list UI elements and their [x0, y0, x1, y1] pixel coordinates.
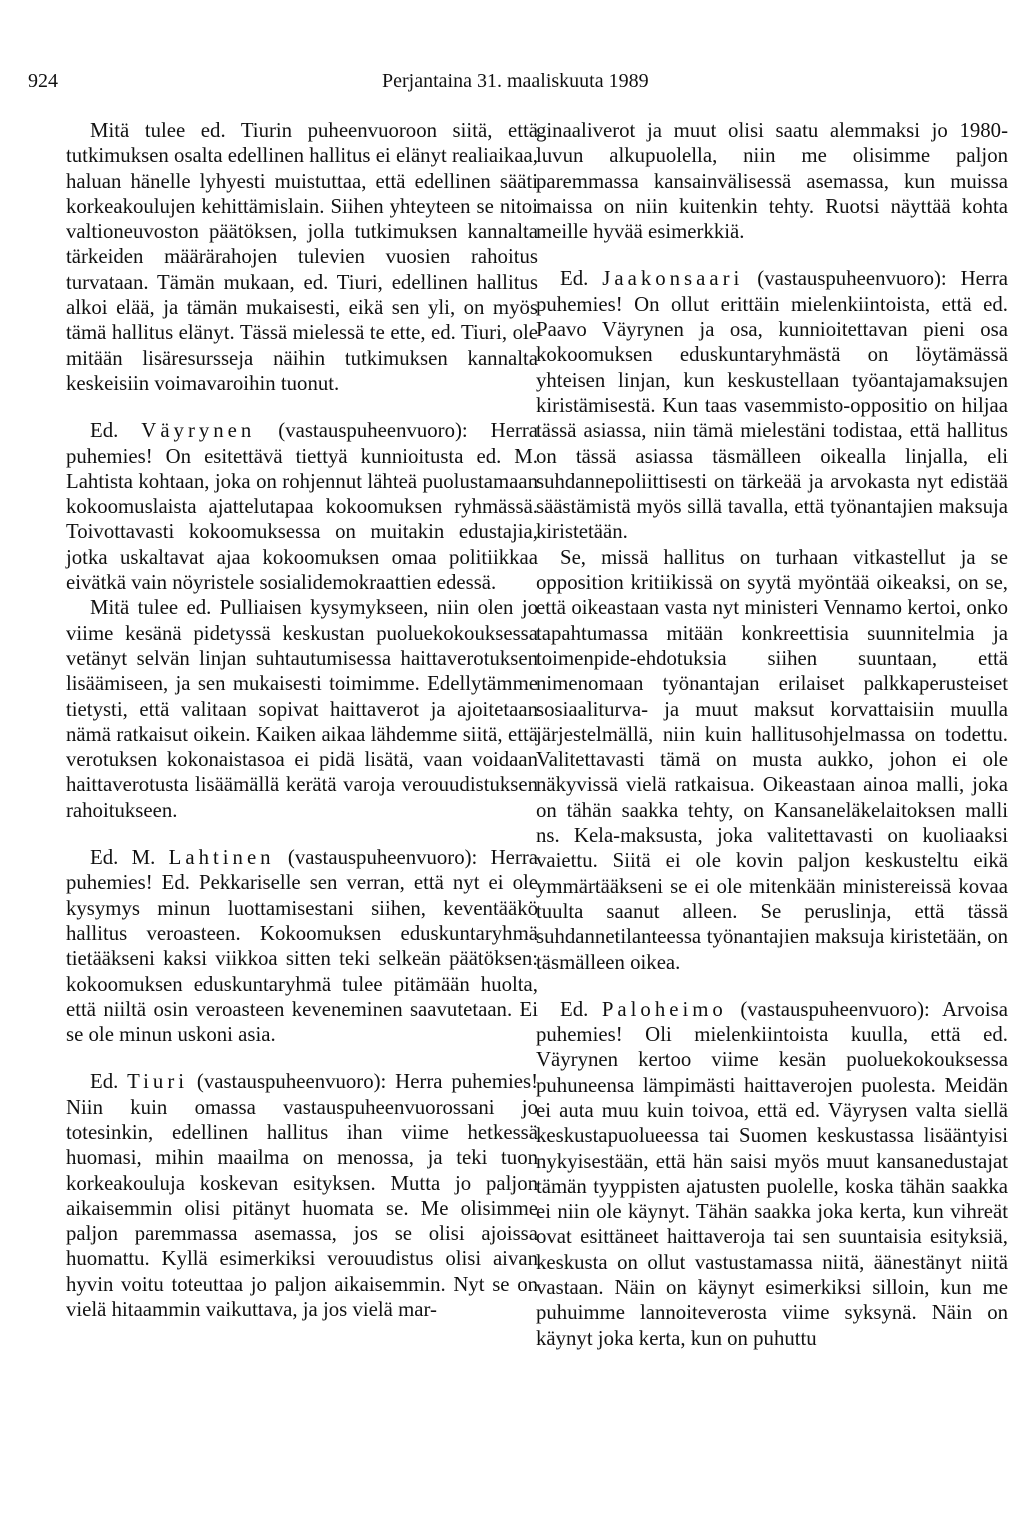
- page-number: 924: [28, 70, 58, 92]
- speaker-prefix: Ed.: [90, 419, 119, 443]
- speech-paloheimo: [536, 997, 1008, 1351]
- speech-tiuri: [66, 1069, 538, 1322]
- page-header: [28, 68, 996, 98]
- speaker-name: Väyrynen: [141, 419, 256, 443]
- paragraph: Se, missä hallitus on turhaan vitkastellut ja se opposition kritiikissä on syytä myöntää oikeaksi, on se, että oikeastaan vasta nyt ministeri Vennamo kertoi, onko tapahtumassa mitään konkreettisia suunnitelmia ja toimenpide-ehdotuksia siihen suuntaan, että nimenomaan työnantajan erilaiset palkkaperusteiset sosiaaliturva- ja muut maksut korvattaisiin muulla järjestelmällä, niin kuin hallitusohjelmassa on todettu. Valitettavasti tämä on musta aukko, johon ei ole näkyvissä vielä ratkaisua. Oikeastaan ainoa malli, joka on tähän saakka tehty, on Kansaneläkelaitoksen malli ns. Kela-maksusta, joka valitettavasti on kuoliaaksi vaiettu. Siitä ei ole kovin paljon keskusteltu eikä ymmärtääkseni se ei ole mitenkään ministereissä kovaa tuulta saanut alleen. Se peruslinja, että tässä suhdannetilanteessa työnantajien maksuja kiristetään, on täsmälleen oikea.: [536, 545, 1008, 974]
- speaker-name: Lahtinen: [168, 846, 275, 870]
- speaker-prefix: Ed.: [560, 267, 589, 291]
- left-column: [66, 118, 538, 1322]
- speech-jaakonsaari: [536, 266, 1008, 544]
- speech-text: (vastauspuheenvuoro): Herra puhemies! Niin kuin omassa vastauspuheenvuorossani jo totesinkin, edellinen hallitus ihan viime hetkessä huomasi, mihin maailma on menossa, ja teki tuon korkeakouluja koskevan esityksen. Mutta jo paljon aikaisemmin olisi pitänyt huomata se. Me olisimme paljon paremmassa asemassa, jos se olisi ajoissa huomattu. Kyllä esimerkiksi verouudistus olisi aivan hyvin voitu toteuttaa jo paljon aikaisemmin. Nyt se on vielä hitaammin vaikuttava, ja jos vielä mar-: [66, 1070, 538, 1322]
- right-column: [536, 118, 1008, 1351]
- speaker-name: Jaakonsaari: [602, 267, 744, 291]
- session-date: Perjantaina 31. maaliskuuta 1989: [382, 70, 649, 92]
- speech-vayrynen: [66, 418, 538, 595]
- speech-text: (vastauspuheenvuoro): Herra puhemies! On esitettävä tiettyä kunnioitusta ed. M. Lahtista kohtaan, joka on rohjennut lähteä puolustamaan kokoomuslaista ajattelutapaa kokoomuksen ryhmässä. Toivottavasti kokoomuksessa on muitakin edustajia, jotka uskaltavat ajaa kokoomuksen omaa politiikkaa eivätkä vain nöyristele sosialidemokraattien edessä.: [66, 419, 539, 595]
- speaker-prefix: Ed. M.: [90, 846, 156, 870]
- paragraph-continued: ginaaliverot ja muut olisi saatu alemmaksi jo 1980-luvun alkupuolella, niin me olisimme paljon paremmassa kansainvälisessä asemassa, kun muissa maissa on niin kuitenkin tehty. Ruotsi näyttää kohta meille hyvää esimerkkiä.: [536, 119, 1008, 244]
- paragraph: Mitä tulee ed. Pulliaisen kysymykseen, niin olen jo viime kesänä pidetyssä keskustan puoluekokouksessa vetänyt selvän linjan suhtautumisessa haittaverotuksen lisäämiseen, ja sen mukaisesti toimimme. Edellytämme tietysti, että valitaan sopivat haittaverot ja ajoitetaan nämä ratkaisut oikein. Kaiken aikaa lähdemme siitä, että verotuksen kokonaistasoa ei pidä lisätä, vaan voidaan haittaverotusta lisäämällä kerätä varoja verouudistuksen rahoitukseen.: [66, 596, 538, 822]
- paragraph: Mitä tulee ed. Tiurin puheenvuoroon siitä, että tutkimuksen osalta edellinen hallitus ei elänyt realiaikaa, haluan hänelle lyhyesti muistuttaa, että edellinen sääti korkeakoulujen kehittämislain. Siihen yhteyteen se nitoi valtioneuvoston päätöksen, jolla tutkimuksen kannalta tärkeiden määrärahojen tulevien vuosien rahoitus turvataan. Tämän mukaan, ed. Tiuri, edellinen hallitus alkoi elää, ja tämän mukaisesti, eikä sen yli, on myös tämä hallitus elänyt. Tässä mielessä te ette, ed. Tiuri, ole mitään lisäresursseja näihin tutkimuksen kannalta keskeisiin voimavaroihin tuonut.: [66, 119, 538, 395]
- speech-text: (vastauspuheenvuoro): Arvoisa puhemies! Oli mielenkiintoista kuulla, että ed. Väyrynen kertoo viime kesän puoluekokouksessa puhuneensa lämpimästi haittaverojen puolesta. Meidän ei auta muu kuin toivoa, että ed. Väyrysen valta siellä keskustapuolueessa tai Suomen keskustassa lisääntyisi nykyisestään, että hän saisi myös muut kansanedustajat tämän tyyppisten ajatusten puolelle, koska tähän saakka ei niin ole käynyt. Tähän saakka joka kerta, kun vihreät ovat esittäneet haittaveroja tai sen suuntaisia esityksiä, keskusta on ollut vastustamassa niitä, äänestänyt niitä vastaan. Näin on käynyt esimerkiksi silloin, kun me puhuimme lannoiteverosta viime syksynä. Näin on käynyt joka kerta, kun on puhuttu: [536, 997, 1008, 1350]
- speaker-name: Tiuri: [127, 1070, 189, 1094]
- speech-text: (vastauspuheenvuoro): Herra puhemies! Ed. Pekkariselle sen verran, että nyt ei ole kysymys minun luottamisestani siihen, keventääkö hallitus veroasteen. Kokoomuksen eduskuntaryhmä tietääkseni kaksi viikkoa sitten teki selkeän päätöksen: kokoomuksen eduskuntaryhmä tulee pitämään huolta, että niiltä osin veroasteen keveneminen saavutetaan. Ei se ole minun uskoni asia.: [66, 846, 538, 1047]
- speech-lahtinen: [66, 845, 538, 1047]
- speaker-name: Paloheimo: [601, 997, 727, 1021]
- speaker-prefix: Ed.: [90, 1070, 119, 1094]
- speaker-prefix: Ed.: [560, 997, 589, 1021]
- speech-text: (vastauspuheenvuoro): Herra puhemies! On ollut erittäin mielenkiintoista, että ed. Paavo Väyrynen ja osa, kunnioitettavan pieni osa kokoomuksen eduskuntaryhmästä on löytämässä yhteisen linjan, kun keskustellaan työantajamaksujen kiristämisestä. Kun taas vasemmisto-oppositio on hiljaa tässä asiassa, niin tämä mielestäni todistaa, että hallitus on tässä asiassa täsmälleen oikealla linjalla, eli suhdannepoliittisesti on tärkeää ja arvokasta nyt edistää säästämistä myös sillä tavalla, että työnantajien maksuja kiristetään.: [536, 267, 1008, 544]
